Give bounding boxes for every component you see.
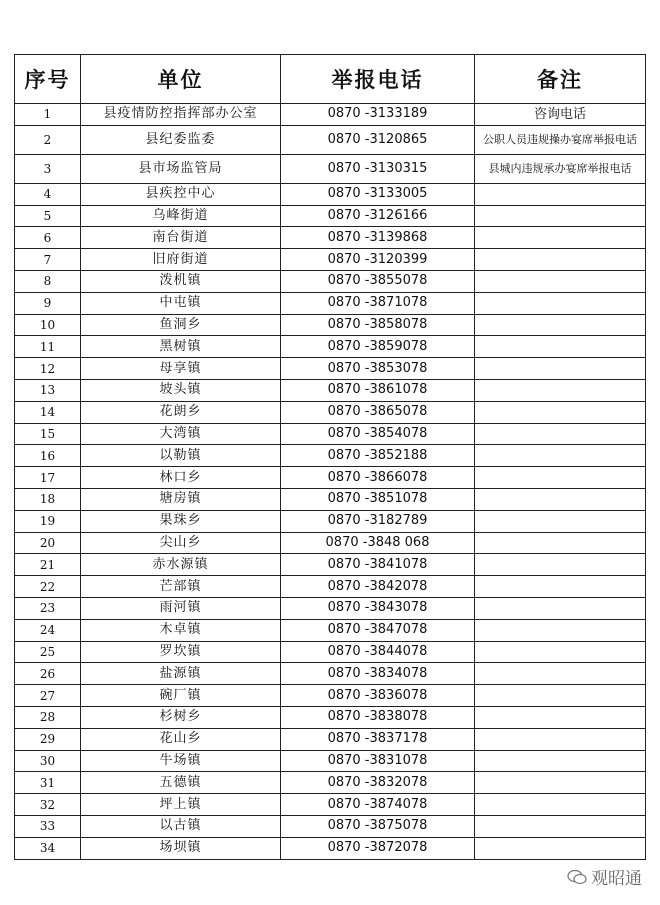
row-phone: 0870 -3854078 [281,423,475,445]
row-note [475,576,646,598]
row-phone: 0870 -3832078 [281,772,475,794]
row-number: 13 [15,379,81,401]
row-phone: 0870 -3847078 [281,619,475,641]
table-row [15,488,646,510]
row-number: 1 [15,104,81,126]
table-row [15,837,646,859]
row-number: 19 [15,510,81,532]
row-unit: 鱼洞乡 [81,314,281,336]
row-phone: 0870 -3182789 [281,510,475,532]
table-row [15,358,646,380]
row-number: 32 [15,794,81,816]
row-note [475,314,646,336]
row-phone: 0870 -3133005 [281,183,475,205]
row-number: 16 [15,445,81,467]
row-phone: 0870 -3875078 [281,815,475,837]
table-row [15,445,646,467]
row-phone: 0870 -3871078 [281,292,475,314]
row-unit: 花朗乡 [81,401,281,423]
table-row [15,314,646,336]
row-note [475,772,646,794]
row-number: 10 [15,314,81,336]
row-phone: 0870 -3852188 [281,445,475,467]
row-note [475,401,646,423]
row-phone: 0870 -3843078 [281,597,475,619]
row-phone: 0870 -3844078 [281,641,475,663]
table-row [15,619,646,641]
row-phone: 0870 -3872078 [281,837,475,859]
row-unit: 县市场监管局 [81,154,281,183]
table-row [15,532,646,554]
row-unit: 果珠乡 [81,510,281,532]
row-unit: 碗厂镇 [81,685,281,707]
table-header-row [15,55,646,104]
row-number: 5 [15,205,81,227]
row-unit: 县疾控中心 [81,183,281,205]
row-number: 28 [15,706,81,728]
row-unit: 杉树乡 [81,706,281,728]
header-unit: 单位 [81,55,281,104]
report-phone-table [14,54,646,860]
table-row [15,336,646,358]
row-number: 3 [15,154,81,183]
row-note [475,597,646,619]
row-note [475,554,646,576]
table-row [15,125,646,154]
row-unit: 大湾镇 [81,423,281,445]
row-unit: 芒部镇 [81,576,281,598]
row-note [475,706,646,728]
table-row [15,104,646,126]
table-row [15,510,646,532]
row-phone: 0870 -3841078 [281,554,475,576]
row-phone: 0870 -3831078 [281,750,475,772]
row-unit: 乌峰街道 [81,205,281,227]
row-unit: 以古镇 [81,815,281,837]
header-note: 备注 [475,55,646,104]
row-number: 18 [15,488,81,510]
row-phone: 0870 -3838078 [281,706,475,728]
row-note [475,270,646,292]
row-note [475,641,646,663]
row-unit: 木卓镇 [81,619,281,641]
row-note [475,619,646,641]
row-unit: 林口乡 [81,467,281,489]
row-note [475,227,646,249]
row-number: 26 [15,663,81,685]
row-unit: 南台街道 [81,227,281,249]
row-phone: 0870 -3834078 [281,663,475,685]
row-unit: 母享镇 [81,358,281,380]
row-note [475,336,646,358]
row-note [475,532,646,554]
row-unit: 以勒镇 [81,445,281,467]
row-number: 8 [15,270,81,292]
table-row [15,401,646,423]
row-phone: 0870 -3853078 [281,358,475,380]
row-number: 21 [15,554,81,576]
row-unit: 黑树镇 [81,336,281,358]
row-number: 30 [15,750,81,772]
row-note [475,728,646,750]
table-row [15,706,646,728]
row-phone: 0870 -3836078 [281,685,475,707]
row-phone: 0870 -3851078 [281,488,475,510]
row-note [475,249,646,271]
row-note [475,685,646,707]
row-number: 24 [15,619,81,641]
table-row [15,467,646,489]
row-number: 4 [15,183,81,205]
table-row [15,597,646,619]
table-row [15,205,646,227]
table-row [15,794,646,816]
row-note: 县城内违规承办宴席举报电话 [475,154,646,183]
row-phone: 0870 -3133189 [281,104,475,126]
row-phone: 0870 -3855078 [281,270,475,292]
table-row [15,772,646,794]
row-unit: 中屯镇 [81,292,281,314]
row-number: 6 [15,227,81,249]
watermark-text: 观昭通 [591,869,642,889]
row-phone: 0870 -3837178 [281,728,475,750]
table-row [15,685,646,707]
row-number: 2 [15,125,81,154]
row-unit: 五德镇 [81,772,281,794]
row-phone: 0870 -3120399 [281,249,475,271]
row-number: 33 [15,815,81,837]
row-number: 17 [15,467,81,489]
table-row [15,292,646,314]
row-phone: 0870 -3126166 [281,205,475,227]
header-no: 序号 [15,55,81,104]
row-note [475,423,646,445]
table-row [15,227,646,249]
row-number: 31 [15,772,81,794]
row-note [475,205,646,227]
table-row [15,379,646,401]
row-unit: 县纪委监委 [81,125,281,154]
row-note [475,794,646,816]
row-phone: 0870 -3859078 [281,336,475,358]
row-phone: 0870 -3865078 [281,401,475,423]
table-row [15,249,646,271]
table-row [15,815,646,837]
row-note [475,510,646,532]
row-unit: 花山乡 [81,728,281,750]
row-note [475,445,646,467]
watermark [567,864,642,889]
table-row [15,728,646,750]
row-phone: 0870 -3842078 [281,576,475,598]
row-unit: 尖山乡 [81,532,281,554]
row-unit: 塘房镇 [81,488,281,510]
row-unit: 盐源镇 [81,663,281,685]
row-note: 咨询电话 [475,104,646,126]
row-note [475,358,646,380]
row-unit: 牛场镇 [81,750,281,772]
row-number: 11 [15,336,81,358]
row-note [475,292,646,314]
row-note: 公职人员违规操办宴席举报电话 [475,125,646,154]
row-unit: 旧府街道 [81,249,281,271]
row-unit: 场坝镇 [81,837,281,859]
table-row [15,270,646,292]
table-row [15,750,646,772]
row-unit: 坪上镇 [81,794,281,816]
row-number: 20 [15,532,81,554]
row-unit: 坡头镇 [81,379,281,401]
row-note [475,467,646,489]
row-phone: 0870 -3120865 [281,125,475,154]
row-number: 27 [15,685,81,707]
row-phone: 0870 -3866078 [281,467,475,489]
row-phone: 0870 -3130315 [281,154,475,183]
table-row [15,663,646,685]
row-note [475,663,646,685]
row-note [475,379,646,401]
row-unit: 赤水源镇 [81,554,281,576]
row-phone: 0870 -3858078 [281,314,475,336]
row-note [475,750,646,772]
row-unit: 雨河镇 [81,597,281,619]
row-number: 9 [15,292,81,314]
table-row [15,154,646,183]
row-phone: 0870 -3861078 [281,379,475,401]
table-row [15,183,646,205]
row-number: 14 [15,401,81,423]
header-phone: 举报电话 [281,55,475,104]
row-number: 15 [15,423,81,445]
row-number: 7 [15,249,81,271]
row-number: 23 [15,597,81,619]
table-row [15,576,646,598]
table-row [15,423,646,445]
row-number: 25 [15,641,81,663]
row-phone: 0870 -3139868 [281,227,475,249]
row-phone: 0870 -3848 068 [281,532,475,554]
row-number: 34 [15,837,81,859]
row-phone: 0870 -3874078 [281,794,475,816]
row-note [475,183,646,205]
row-note [475,815,646,837]
row-number: 29 [15,728,81,750]
row-unit: 罗坎镇 [81,641,281,663]
row-unit: 县疫情防控指挥部办公室 [81,104,281,126]
row-number: 22 [15,576,81,598]
row-number: 12 [15,358,81,380]
table-row [15,554,646,576]
wechat-icon [567,869,587,885]
row-note [475,837,646,859]
table-row [15,641,646,663]
row-note [475,488,646,510]
row-unit: 泼机镇 [81,270,281,292]
